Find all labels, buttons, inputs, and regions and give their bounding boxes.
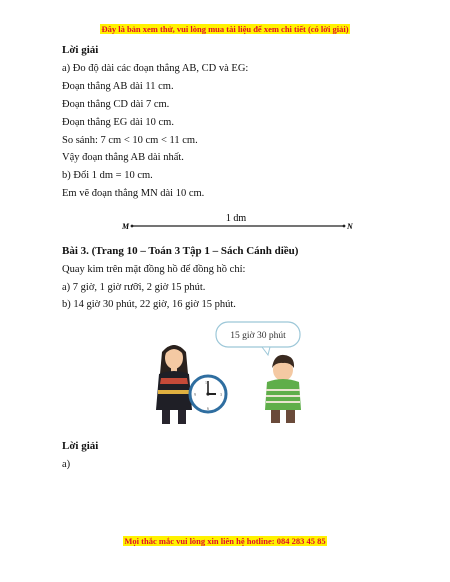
solution-line: So sánh: 7 cm < 10 cm < 11 cm. [62,135,198,146]
segment-end-label: N [347,222,353,231]
hotline-footer [0,536,450,546]
solution-line: Em vẽ đoạn thẳng MN dài 10 cm. [62,188,205,199]
svg-text:6: 6 [207,406,209,411]
exercise-prompt: Quay kim trên mặt đồng hồ để đồng hồ chỉ: [62,264,246,275]
speech-bubble-text: 15 giờ 30 phút [230,331,286,341]
boy-figure [265,355,301,423]
clock-illustration [150,318,310,428]
segment-mn-figure [118,210,358,232]
svg-text:12: 12 [205,380,209,385]
svg-text:3: 3 [220,392,222,397]
segment-start-label: M [122,222,130,231]
girl-figure [156,345,192,424]
segment-point-n [343,225,346,228]
solution-line: b) Đổi 1 dm = 10 cm. [62,170,153,181]
solution-line: Vậy đoạn thẳng AB dài nhất. [62,152,184,163]
solution2-line: a) [62,459,71,470]
exercise-title: Bài 3. (Trang 10 – Toán 3 Tập 1 – Sách Cánh diều) [62,245,299,257]
solution2-heading: Lời giải [62,440,99,452]
solution-line: Đoạn thẳng CD dài 7 cm. [62,99,170,110]
solution-line: a) Đo độ dài các đoạn thẳng AB, CD và EG: [62,63,249,74]
clock-icon [190,376,226,412]
preview-banner-text: Đây là bản xem thử, vui lòng mua tài liệu để xem chi tiết (có lời giải) [101,24,349,34]
exercise-item: b) 14 giờ 30 phút, 22 giờ, 16 giờ 15 phút. [62,299,236,310]
speech-bubble [216,322,300,355]
svg-text:9: 9 [194,392,196,397]
solution-heading: Lời giải [62,44,99,56]
hotline-footer-text: Mọi thắc mắc vui lòng xin liên hệ hotline: 084 283 45 85 [124,536,326,546]
segment-point-m [131,225,134,228]
solution-line: Đoạn thẳng EG dài 10 cm. [62,117,174,128]
preview-banner [0,24,450,34]
segment-length-label: 1 dm [225,213,247,224]
exercise-item: a) 7 giờ, 1 giờ rưỡi, 2 giờ 15 phút. [62,282,206,293]
solution-line: Đoạn thẳng AB dài 11 cm. [62,81,174,92]
